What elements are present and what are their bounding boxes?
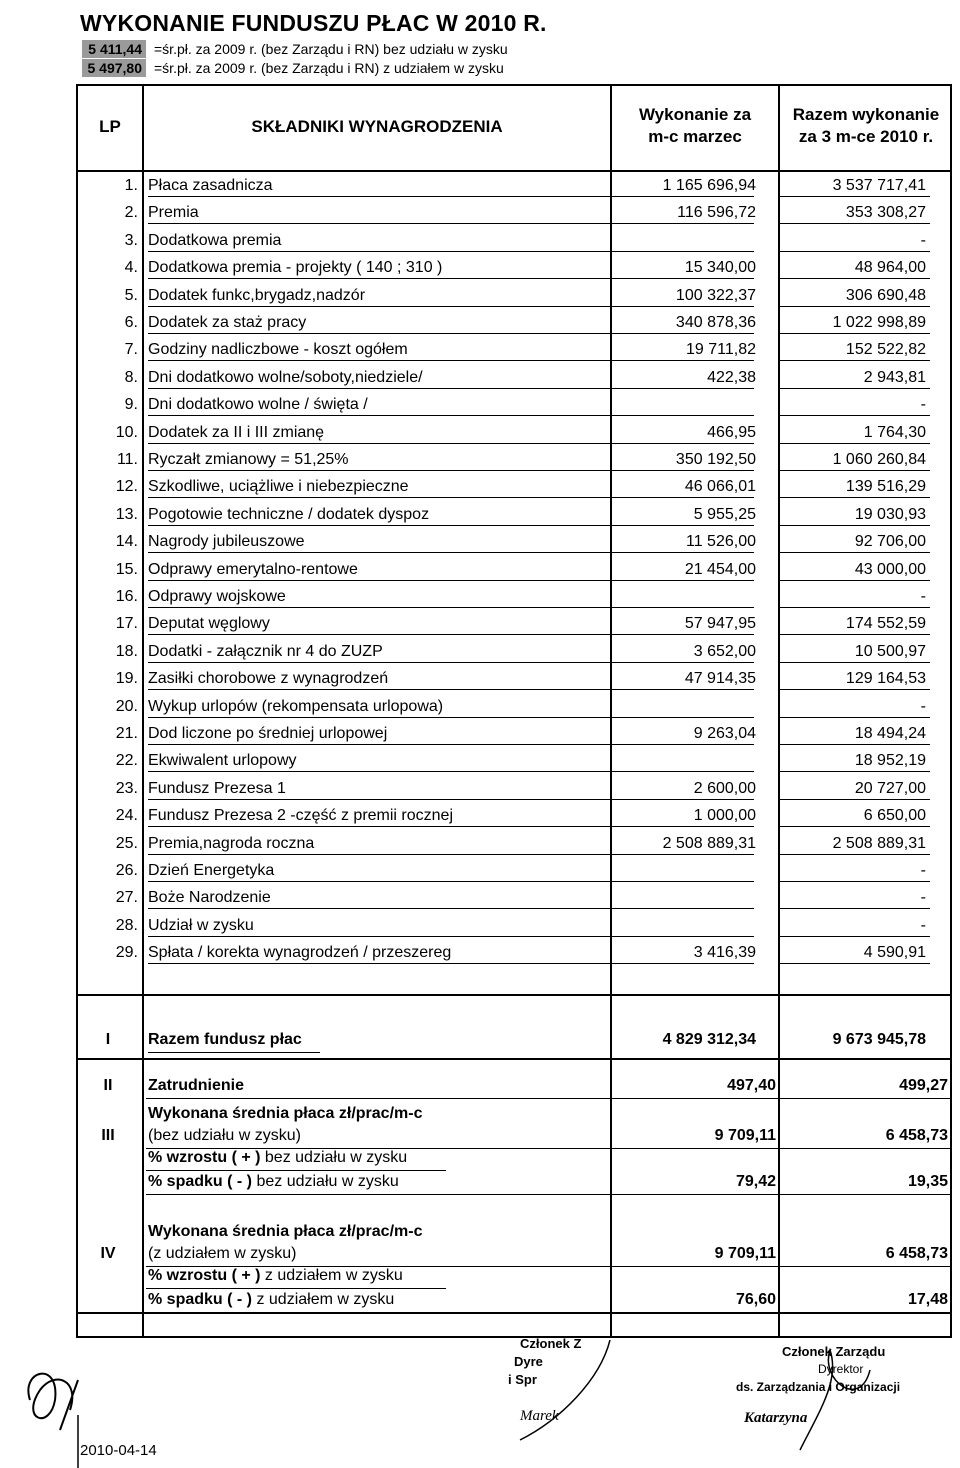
- row-value-total: 4 590,91: [863, 944, 926, 962]
- row-underline: [778, 360, 930, 361]
- row-underline: [778, 443, 930, 444]
- row-value-total: 6 650,00: [863, 807, 926, 825]
- avg-wage-profit-month: 9 709,11: [714, 1245, 776, 1262]
- handwritten-signature-left: [28, 1374, 78, 1430]
- section-divider: [76, 994, 952, 996]
- stamp-left-name: Marek: [520, 1408, 559, 1424]
- row-value-month: 116 596,72: [677, 204, 756, 222]
- row-value-month: 466,95: [707, 423, 756, 441]
- note-text: =śr.pł. za 2009 r. (bez Zarządu i RN) z udziałem w zysku: [154, 60, 504, 76]
- row-value-total: 20 727,00: [854, 779, 926, 797]
- stamp-right-name: Katarzyna: [744, 1410, 808, 1426]
- row-underline: [778, 771, 930, 772]
- row-underline: [778, 580, 930, 581]
- decline-profit-bold: % spadku ( - ): [148, 1291, 253, 1308]
- row-component-name: Deputat węglowy: [148, 615, 270, 633]
- row-underline: [148, 415, 610, 416]
- row-component-name: Fundusz Prezesa 1: [148, 779, 286, 797]
- row-component-name: Zasiłki chorobowe z wynagrodzeń: [148, 670, 389, 688]
- note-value-highlight: 5 411,44: [82, 40, 146, 58]
- row-component-name: Odprawy emerytalno-rentowe: [148, 560, 358, 578]
- decline-label: [148, 1172, 399, 1192]
- table-row: [78, 912, 950, 939]
- row-value-month: 3 652,00: [693, 642, 756, 660]
- document-date: 2010-04-14: [80, 1442, 157, 1459]
- row-value-month: 46 066,01: [684, 478, 756, 496]
- row-underline: [148, 634, 610, 635]
- row-value-total: 152 522,82: [845, 341, 926, 359]
- row-underline: [148, 826, 610, 827]
- row-component-name: Dodatek za II i III zmianę: [148, 423, 325, 441]
- table-row: [78, 665, 950, 692]
- row-underline: [612, 799, 754, 800]
- header-month-line2: m-c marzec: [648, 127, 742, 146]
- header-lp: LP: [99, 117, 121, 136]
- row-number: 24.: [115, 807, 138, 825]
- row-number: 11.: [116, 451, 138, 468]
- row-component-name: Dzień Energetyka: [148, 862, 275, 879]
- summary-value-total: 9 673 945,78: [832, 1031, 926, 1048]
- table-row: [78, 610, 950, 637]
- row-underline: [612, 936, 754, 937]
- stamp-right-line2: Dyrektor: [818, 1362, 864, 1376]
- row-underline: [612, 744, 754, 745]
- summary-lp: I: [105, 1031, 111, 1048]
- row-underline: [778, 470, 930, 471]
- underline: [148, 1052, 320, 1053]
- row-component-name: Ryczałt zmianowy = 51,25%: [148, 451, 349, 468]
- row-value-total: 353 308,27: [845, 204, 926, 222]
- stamp-right-line3: ds. Zarządzania i Organizacji: [736, 1380, 901, 1394]
- row-underline: [612, 689, 754, 690]
- row-underline: [612, 360, 754, 361]
- table-row: [78, 528, 950, 555]
- row-underline: [612, 908, 754, 909]
- row-underline: [778, 799, 930, 800]
- row-number: 19.: [115, 670, 138, 688]
- row-underline: [778, 662, 930, 663]
- table-row: [78, 802, 950, 829]
- row-value-total: 43 000,00: [854, 560, 926, 578]
- row-underline: [148, 854, 610, 855]
- row-underline: [778, 388, 930, 389]
- avg-wage-profit-lp: IV: [100, 1245, 116, 1262]
- row-number: 23.: [115, 779, 138, 797]
- table-row: [78, 364, 950, 391]
- row-underline: [148, 388, 610, 389]
- row-underline: [148, 306, 610, 307]
- row-underline: [778, 963, 930, 964]
- row-underline: [148, 497, 610, 498]
- avg-wage-lp: III: [101, 1127, 115, 1144]
- row-component-name: Boże Narodzenie: [148, 889, 271, 907]
- row-value-month: 422,38: [707, 368, 756, 386]
- row-underline: [612, 854, 754, 855]
- row-component-name: Dni dodatkowo wolne/soboty,niedziele/: [148, 368, 423, 386]
- row-underline: [778, 552, 930, 553]
- row-underline: [612, 881, 754, 882]
- row-component-name: Szkodliwe, uciążliwe i niebezpieczne: [148, 478, 409, 496]
- employment-month: 497,40: [727, 1077, 776, 1094]
- row-underline: [612, 662, 754, 663]
- note-avg-without-profit: [82, 40, 508, 58]
- table-row: [78, 282, 950, 309]
- row-value-total: -: [920, 588, 926, 605]
- row-number: 21.: [115, 725, 138, 742]
- growth-label-rest: bez udziału w zysku: [260, 1149, 408, 1166]
- table-row: [78, 583, 950, 610]
- row-underline: [148, 360, 610, 361]
- row-value-month: 1 000,00: [693, 807, 756, 825]
- row-component-name: Dodatki - załącznik nr 4 do ZUZP: [148, 642, 383, 660]
- row-underline: [148, 443, 610, 444]
- table-row: [78, 830, 950, 857]
- row-value-month: 100 322,37: [675, 286, 756, 304]
- header-total-line1: Razem wykonanie: [792, 105, 940, 124]
- row-value-total: -: [920, 889, 926, 907]
- table-row: [78, 419, 950, 446]
- row-underline: [778, 881, 930, 882]
- row-underline: [778, 936, 930, 937]
- table-row: [78, 747, 950, 774]
- row-component-name: Wykup urlopów (rekompensata urlopowa): [148, 697, 444, 715]
- row-number: 14.: [115, 533, 138, 551]
- row-underline: [148, 963, 610, 964]
- underline: [146, 1170, 446, 1171]
- row-value-month: 5 955,25: [693, 505, 756, 523]
- row-underline: [778, 223, 930, 224]
- row-number: 6.: [124, 314, 138, 331]
- row-value-month: 11 526,00: [686, 533, 756, 551]
- row-underline: [778, 525, 930, 526]
- row-component-name: Dodatkowa premia: [148, 231, 282, 249]
- decline-label-rest: bez udziału w zysku: [252, 1173, 399, 1190]
- growth-label-bold: % wzrostu ( + ): [148, 1149, 261, 1166]
- row-underline: [612, 196, 754, 197]
- row-value-month: 2 600,00: [693, 779, 756, 797]
- row-value-total: 306 690,48: [845, 286, 926, 304]
- row-underline: [612, 251, 754, 252]
- row-number: 1.: [124, 177, 138, 194]
- row-component-name: Dni dodatkowo wolne / święta /: [148, 396, 368, 414]
- row-underline: [778, 306, 930, 307]
- growth-label: [148, 1148, 407, 1168]
- row-component-name: Płaca zasadnicza: [148, 177, 273, 194]
- row-underline: [612, 415, 754, 416]
- row-number: 25.: [115, 834, 138, 852]
- table-row: [78, 501, 950, 528]
- row-number: 17.: [115, 615, 138, 633]
- row-underline: [148, 470, 610, 471]
- employment-lp: II: [103, 1077, 113, 1094]
- row-value-total: 1 022 998,89: [832, 314, 926, 331]
- row-number: 18.: [115, 642, 138, 660]
- document-title: WYKONANIE FUNDUSZU PŁAC W 2010 R.: [80, 10, 547, 36]
- row-underline: [778, 854, 930, 855]
- table-row: [78, 939, 950, 966]
- row-value-month: 2 508 889,31: [662, 834, 756, 852]
- table-row: [78, 172, 950, 199]
- row-value-month: 19 711,82: [686, 341, 756, 359]
- header-components: SKŁADNIKI WYNAGRODZENIA: [251, 117, 503, 136]
- row-underline: [778, 717, 930, 718]
- row-value-total: 19 030,93: [854, 505, 926, 523]
- row-underline: [148, 196, 610, 197]
- header-total-line2: za 3 m-ce 2010 r.: [798, 127, 934, 146]
- stamp-left-line3: i Spr: [508, 1372, 537, 1387]
- row-component-name: Dodatek funkc,brygadz,nadzór: [148, 286, 366, 304]
- section-divider: [76, 1312, 952, 1314]
- row-underline: [778, 689, 930, 690]
- row-underline: [612, 607, 754, 608]
- row-underline: [778, 826, 930, 827]
- row-underline: [148, 223, 610, 224]
- row-underline: [148, 908, 610, 909]
- table-row: [78, 199, 950, 226]
- row-underline: [612, 497, 754, 498]
- row-number: 8.: [124, 368, 138, 386]
- row-number: 3.: [124, 231, 138, 249]
- avg-wage-sublabel: (bez udziału w zysku): [148, 1127, 301, 1144]
- row-underline: [148, 607, 610, 608]
- growth-profit-label: [148, 1266, 403, 1286]
- row-underline: [778, 607, 930, 608]
- row-component-name: Dodatek za staż pracy: [148, 314, 307, 331]
- row-value-month: 21 454,00: [684, 560, 756, 578]
- row-value-month: 3 416,39: [693, 944, 756, 962]
- row-value-total: -: [920, 231, 926, 249]
- row-value-month: 1 165 696,94: [662, 177, 756, 194]
- row-underline: [778, 278, 930, 279]
- row-underline: [778, 908, 930, 909]
- row-value-total: 92 706,00: [854, 533, 926, 551]
- row-underline: [612, 552, 754, 553]
- row-underline: [612, 223, 754, 224]
- row-number: 16.: [115, 588, 138, 605]
- header-month-line1: Wykonanie za: [638, 105, 752, 124]
- row-number: 9.: [124, 396, 138, 414]
- avg-wage-total: 6 458,73: [885, 1127, 948, 1144]
- row-underline: [778, 415, 930, 416]
- change-profit-month: 76,60: [735, 1291, 776, 1308]
- summary-value-month: 4 829 312,34: [662, 1031, 756, 1048]
- stamp-left-line2: Dyre: [514, 1354, 543, 1369]
- row-component-name: Spłata / korekta wynagrodzeń / przeszereg: [148, 944, 452, 962]
- row-number: 26.: [115, 862, 138, 879]
- underline: [146, 1266, 950, 1267]
- row-underline: [148, 580, 610, 581]
- row-underline: [148, 744, 610, 745]
- note-value-highlight: 5 497,80: [82, 59, 146, 77]
- growth-profit-bold: % wzrostu ( + ): [148, 1267, 261, 1284]
- table-row: [78, 857, 950, 884]
- row-underline: [612, 306, 754, 307]
- row-underline: [148, 333, 610, 334]
- row-component-name: Godziny nadliczbowe - koszt ogółem: [148, 341, 408, 359]
- row-number: 15.: [115, 560, 138, 578]
- table-row: [78, 693, 950, 720]
- row-value-total: 3 537 717,41: [832, 177, 926, 194]
- row-value-total: 18 494,24: [854, 725, 926, 742]
- row-underline: [148, 771, 610, 772]
- row-value-month: 350 192,50: [675, 451, 756, 468]
- table-row: [78, 638, 950, 665]
- row-component-name: Odprawy wojskowe: [148, 588, 286, 605]
- row-underline: [778, 744, 930, 745]
- row-number: 7.: [124, 341, 138, 359]
- row-value-total: 48 964,00: [854, 259, 926, 277]
- row-underline: [612, 580, 754, 581]
- row-value-total: 174 552,59: [845, 615, 926, 633]
- growth-profit-rest: z udziałem w zysku: [260, 1267, 403, 1284]
- table-row: [78, 720, 950, 747]
- underline: [146, 1148, 950, 1149]
- row-underline: [148, 881, 610, 882]
- row-component-name: Premia,nagroda roczna: [148, 834, 315, 852]
- row-underline: [612, 333, 754, 334]
- row-component-name: Udział w zysku: [148, 916, 254, 934]
- decline-profit-label: [148, 1290, 394, 1310]
- row-underline: [612, 717, 754, 718]
- row-component-name: Dod liczone po średniej urlopowej: [148, 725, 388, 742]
- row-underline: [612, 525, 754, 526]
- avg-wage-profit-sublabel: (z udziałem w zysku): [148, 1245, 297, 1262]
- row-number: 10.: [115, 423, 138, 441]
- employment-total: 499,27: [899, 1077, 948, 1094]
- change-month: 79,42: [735, 1173, 776, 1190]
- row-underline: [612, 278, 754, 279]
- row-number: 29.: [115, 944, 138, 962]
- row-value-month: 15 340,00: [684, 259, 756, 277]
- row-underline: [778, 497, 930, 498]
- row-underline: [148, 689, 610, 690]
- section-divider: [76, 1058, 952, 1060]
- row-value-total: -: [920, 396, 926, 414]
- avg-wage-profit-label: Wykonana średnia płaca zł/prac/m-c: [148, 1223, 423, 1240]
- row-underline: [778, 196, 930, 197]
- underline: [146, 1194, 950, 1195]
- row-underline: [148, 799, 610, 800]
- row-underline: [612, 388, 754, 389]
- table-row: [78, 227, 950, 254]
- row-underline: [148, 278, 610, 279]
- row-underline: [778, 251, 930, 252]
- row-value-total: 1 764,30: [863, 423, 926, 441]
- row-component-name: Pogotowie techniczne / dodatek dyspoz: [148, 505, 430, 523]
- row-underline: [612, 826, 754, 827]
- table-row: [78, 309, 950, 336]
- row-value-month: 9 263,04: [693, 725, 756, 742]
- decline-profit-rest: z udziałem w zysku: [252, 1291, 395, 1308]
- row-underline: [148, 662, 610, 663]
- underline: [146, 1288, 446, 1289]
- decline-label-bold: % spadku ( - ): [148, 1173, 253, 1190]
- change-total: 19,35: [907, 1173, 948, 1190]
- row-value-total: -: [920, 697, 926, 715]
- row-component-name: Premia: [148, 204, 199, 222]
- row-underline: [148, 717, 610, 718]
- row-number: 2.: [124, 204, 138, 222]
- row-number: 13.: [115, 505, 138, 523]
- table-row: [78, 884, 950, 911]
- row-underline: [778, 634, 930, 635]
- avg-wage-label: Wykonana średnia płaca zł/prac/m-c: [148, 1105, 423, 1122]
- row-underline: [612, 443, 754, 444]
- header-total-col: [780, 104, 952, 148]
- row-value-total: 2 943,81: [863, 368, 926, 386]
- row-underline: [148, 936, 610, 937]
- table-row: [78, 775, 950, 802]
- row-value-total: 2 508 889,31: [832, 834, 926, 852]
- note-text: =śr.pł. za 2009 r. (bez Zarządu i RN) bez udziału w zysku: [154, 41, 508, 57]
- row-underline: [612, 963, 754, 964]
- note-avg-with-profit: [82, 59, 504, 77]
- row-value-total: 18 952,19: [854, 752, 926, 770]
- row-value-total: -: [920, 916, 926, 934]
- table-row: [78, 336, 950, 363]
- table-row: [78, 446, 950, 473]
- header-month-col: [612, 104, 778, 148]
- avg-wage-profit-total: 6 458,73: [885, 1245, 948, 1262]
- stamp-right-line1: Członek Zarządu: [782, 1344, 886, 1359]
- row-number: 20.: [115, 697, 138, 715]
- underline: [146, 1098, 950, 1099]
- row-underline: [148, 552, 610, 553]
- stamp-left-line1: Członek Z: [520, 1336, 582, 1351]
- row-value-total: 139 516,29: [845, 478, 926, 496]
- avg-wage-month: 9 709,11: [714, 1127, 776, 1144]
- table-row: [78, 556, 950, 583]
- table-row: [78, 254, 950, 281]
- employment-label: Zatrudnienie: [148, 1077, 245, 1094]
- row-number: 28.: [115, 916, 138, 934]
- row-component-name: Nagrody jubileuszowe: [148, 533, 305, 551]
- row-number: 22.: [115, 752, 138, 770]
- row-underline: [612, 771, 754, 772]
- table-row: [78, 391, 950, 418]
- row-component-name: Dodatkowa premia - projekty ( 140 ; 310 ): [148, 259, 443, 277]
- row-underline: [148, 251, 610, 252]
- row-component-name: Fundusz Prezesa 2 -część z premii rocznej: [148, 807, 453, 825]
- row-value-total: -: [920, 862, 926, 879]
- row-number: 4.: [124, 259, 138, 277]
- table-row: [78, 473, 950, 500]
- summary-label: Razem fundusz płac: [148, 1031, 302, 1048]
- row-underline: [612, 634, 754, 635]
- row-number: 5.: [124, 286, 138, 304]
- row-value-month: 57 947,95: [684, 615, 756, 633]
- row-underline: [778, 333, 930, 334]
- change-profit-total: 17,48: [907, 1291, 948, 1308]
- row-value-month: 47 914,35: [684, 670, 756, 688]
- row-underline: [612, 470, 754, 471]
- row-underline: [148, 525, 610, 526]
- row-number: 12.: [115, 478, 138, 496]
- row-value-total: 1 060 260,84: [832, 451, 926, 468]
- row-component-name: Ekwiwalent urlopowy: [148, 752, 297, 770]
- row-value-total: 10 500,97: [854, 642, 926, 660]
- row-value-total: 129 164,53: [845, 670, 926, 688]
- row-number: 27.: [115, 889, 138, 907]
- row-value-month: 340 878,36: [675, 314, 756, 331]
